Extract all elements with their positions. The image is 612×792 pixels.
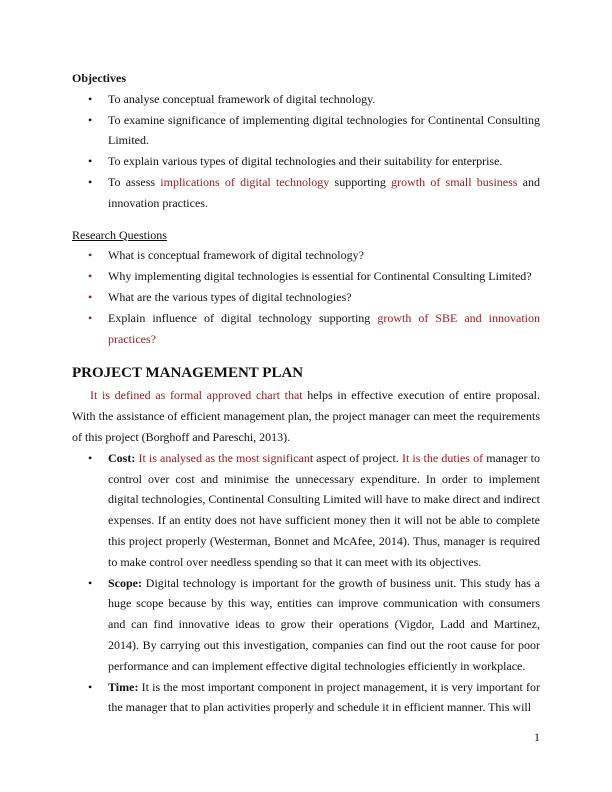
bullet-icon: • (88, 289, 93, 304)
bullet-icon: • (88, 174, 93, 189)
research-questions-heading: Research Questions (72, 227, 167, 242)
bullet-icon: • (88, 310, 93, 325)
list-item: • What are the various types of digital technologies? (72, 287, 540, 308)
list-item-time: • Time: It is the most important component in project management, it is very important for the manager that to plan activities properly and schedule it in efficient manner. This will (72, 677, 540, 719)
list-item-cost: • Cost: It is analysed as the most significant aspect of project. It is the duties of manager to control over cost and minimise the unnecessary expenditure. In order to implement digital technologies, Continental Consulting Limited will have to make direct and indirect expenses. If an entity does not have sufficient money then it will not be able to complete this project properly (Westerman, Bonnet and McAfee, 2014). Thus, manager is required to make control over needless spending so that it can meet with its objectives. (72, 448, 540, 573)
list-item: • What is conceptual framework of digital technology? (72, 245, 540, 266)
page-number: 1 (534, 730, 540, 744)
bullet-icon: • (88, 154, 93, 169)
bullet-icon: • (88, 679, 93, 694)
bullet-icon: • (88, 450, 93, 465)
bullet-icon: • (88, 575, 93, 590)
list-item: • To explain various types of digital technologies and their suitability for enterprise. (72, 151, 540, 172)
bullet-icon: • (88, 269, 93, 284)
section-heading: PROJECT MANAGEMENT PLAN (72, 365, 304, 382)
bullet-icon: • (88, 91, 93, 106)
list-item: • Why implementing digital technologies is essential for Continental Consulting Limited? (72, 266, 540, 287)
bullet-icon: • (88, 112, 93, 127)
list-item: • To analyse conceptual framework of digital technology. (72, 89, 540, 110)
intro-paragraph: It is defined as formal approved chart that helps in effective execution of entire proposal. With the assistance of efficient management plan, the project manager can meet the requirements of this project (Borghoff and Pareschi, 2013). (72, 388, 540, 444)
bullet-icon: • (88, 248, 93, 263)
research-questions-list (72, 245, 540, 349)
list-item: • To examine significance of implementing digital technologies for Continental Consulting Limited. (72, 110, 540, 152)
plan-list (72, 448, 540, 718)
document-page (72, 68, 540, 718)
list-item: • Explain influence of digital technology supporting growth of SBE and innovation practices? (72, 308, 540, 350)
list-item: • To assess implications of digital technology supporting growth of small business and innovation practices. (72, 172, 540, 214)
list-item-scope: • Scope: Digital technology is important for the growth of business unit. This study has a huge scope because by this way, entities can improve communication with consumers and can find innovative ideas to grow their operations (Vigdor, Ladd and Martinez, 2014). By carrying out this investigation, companies can find out the root cause for poor performance and can implement effective digital technologies efficiently in workplace. (72, 573, 540, 677)
objectives-heading: Objectives (72, 71, 126, 85)
objectives-list (72, 89, 540, 214)
